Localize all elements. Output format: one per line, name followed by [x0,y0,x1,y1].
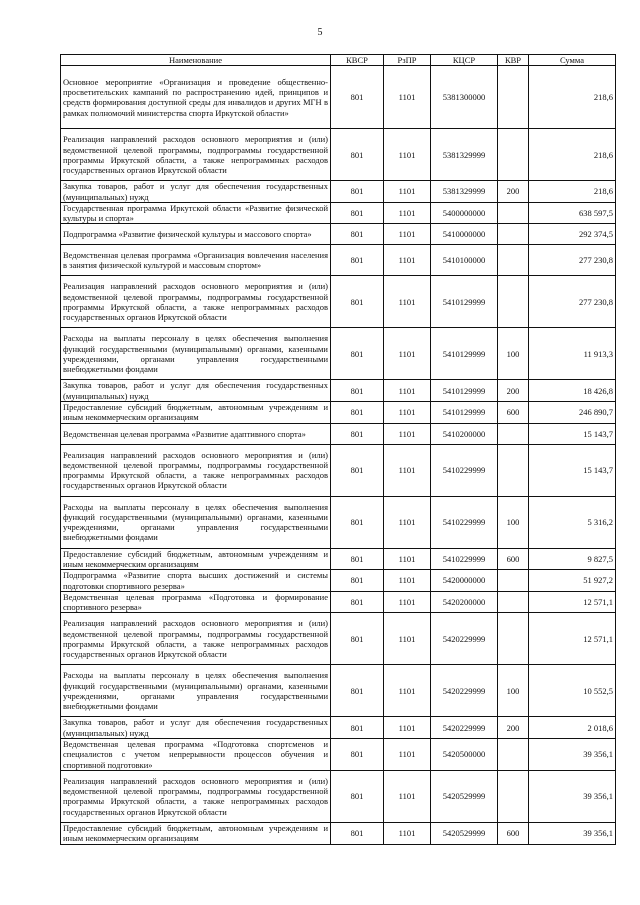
cell-name: Основное мероприятие «Организация и проведение общественно-просветительских кампаний по распространению идей, принципов и средств формирования доступной среды для инвалидов и других МГН в рамках полномочий министерства спорта Иркутской области» [61,66,331,129]
header-kcsr: КЦСР [431,55,498,66]
cell-kvsr: 801 [331,613,384,665]
table-row [61,570,616,592]
table-row [61,496,616,548]
table-row [61,770,616,822]
cell-kvr: 100 [498,665,529,717]
cell-sum: 5 316,2 [529,496,616,548]
cell-kvr [498,245,529,276]
cell-name: Реализация направлений расходов основного мероприятия и (или) ведомственной целевой программы, подпрограммы государственной программы Иркутской области, а также непрограммных расходов государственных органов Иркутской области [61,276,331,328]
cell-kcsr: 5410129999 [431,380,498,402]
cell-kcsr: 5410229999 [431,444,498,496]
header-sum: Сумма [529,55,616,66]
cell-sum: 51 927,2 [529,570,616,592]
cell-kvsr: 801 [331,770,384,822]
table-row [61,276,616,328]
cell-sum: 638 597,5 [529,202,616,224]
table-row [61,402,616,424]
cell-name: Предоставление субсидий бюджетным, автономным учреждениям и иным некоммерческим организациям [61,402,331,424]
cell-rzpr: 1101 [384,717,431,739]
cell-kcsr: 5420229999 [431,665,498,717]
cell-kvr [498,444,529,496]
cell-rzpr: 1101 [384,770,431,822]
table-row [61,444,616,496]
header-rzpr: РзПР [384,55,431,66]
cell-rzpr: 1101 [384,328,431,380]
cell-name: Ведомственная целевая программа «Подготовка и формирование спортивного резерва» [61,591,331,613]
cell-kvsr: 801 [331,591,384,613]
header-row [61,55,616,66]
cell-kvsr: 801 [331,129,384,181]
table-row [61,822,616,844]
cell-name: Реализация направлений расходов основного мероприятия и (или) ведомственной целевой программы, подпрограммы государственной программы Иркутской области, а также непрограммных расходов государственных органов Иркутской области [61,770,331,822]
cell-kvr: 200 [498,717,529,739]
cell-kvsr: 801 [331,181,384,203]
header-kvr: КВР [498,55,529,66]
cell-kvr: 600 [498,548,529,570]
cell-kvr: 600 [498,402,529,424]
cell-kvsr: 801 [331,570,384,592]
cell-rzpr: 1101 [384,423,431,444]
cell-kcsr: 5410129999 [431,328,498,380]
table-header [61,55,616,66]
cell-name: Реализация направлений расходов основного мероприятия и (или) ведомственной целевой программы, подпрограммы государственной программы Иркутской области, а также непрограммных расходов государственных органов Иркутской области [61,129,331,181]
table-row [61,129,616,181]
cell-kcsr: 5410229999 [431,496,498,548]
cell-kvsr: 801 [331,423,384,444]
cell-rzpr: 1101 [384,548,431,570]
cell-rzpr: 1101 [384,66,431,129]
table-row [61,224,616,245]
cell-kcsr: 5420529999 [431,822,498,844]
table-row [61,591,616,613]
cell-kvr [498,423,529,444]
cell-kvsr: 801 [331,665,384,717]
table-row [61,245,616,276]
cell-kvr [498,770,529,822]
cell-kvsr: 801 [331,822,384,844]
cell-name: Ведомственная целевая программа «Развитие адаптивного спорта» [61,423,331,444]
cell-kcsr: 5410200000 [431,423,498,444]
cell-sum: 10 552,5 [529,665,616,717]
page-number: 5 [317,27,323,38]
cell-rzpr: 1101 [384,496,431,548]
cell-rzpr: 1101 [384,402,431,424]
cell-name: Расходы на выплаты персоналу в целях обеспечения выполнения функций государственными (муниципальными) органами, казенными учреждениями, органами управления государственными внебюджетными фондами [61,665,331,717]
cell-sum: 15 143,7 [529,444,616,496]
cell-kcsr: 5420200000 [431,591,498,613]
cell-kvsr: 801 [331,245,384,276]
cell-kvr [498,570,529,592]
cell-kvsr: 801 [331,739,384,771]
header-name: Наименование [61,55,331,66]
cell-kcsr: 5420500000 [431,739,498,771]
cell-name: Реализация направлений расходов основного мероприятия и (или) ведомственной целевой программы, подпрограммы государственной программы Иркутской области, а также непрограммных расходов государственных органов Иркутской области [61,613,331,665]
table-row [61,380,616,402]
cell-kvsr: 801 [331,66,384,129]
cell-name: Ведомственная целевая программа «Подготовка спортсменов и специалистов с учетом непрерывности процессов обучения и спортивной подготовки» [61,739,331,771]
table-row [61,328,616,380]
cell-kvr [498,66,529,129]
cell-sum: 39 356,1 [529,770,616,822]
cell-name: Закупка товаров, работ и услуг для обеспечения государственных (муниципальных) нужд [61,380,331,402]
cell-name: Подпрограмма «Развитие спорта высших достижений и системы подготовки спортивного резерва» [61,570,331,592]
cell-name: Предоставление субсидий бюджетным, автономным учреждениям и иным некоммерческим организациям [61,548,331,570]
cell-name: Ведомственная целевая программа «Организация вовлечения населения в занятия физической культурой и массовым спортом» [61,245,331,276]
cell-sum: 39 356,1 [529,739,616,771]
cell-kcsr: 5410100000 [431,245,498,276]
cell-kvr: 100 [498,496,529,548]
cell-sum: 12 571,1 [529,613,616,665]
cell-kvr: 200 [498,181,529,203]
cell-rzpr: 1101 [384,822,431,844]
cell-sum: 39 356,1 [529,822,616,844]
table-row [61,665,616,717]
cell-kcsr: 5381300000 [431,66,498,129]
cell-kvr [498,276,529,328]
table-row [61,717,616,739]
cell-kcsr: 5400000000 [431,202,498,224]
table-row [61,181,616,203]
cell-sum: 11 913,3 [529,328,616,380]
cell-kvsr: 801 [331,402,384,424]
cell-sum: 218,6 [529,129,616,181]
cell-sum: 218,6 [529,181,616,203]
cell-kvr [498,591,529,613]
cell-kvr [498,129,529,181]
cell-sum: 292 374,5 [529,224,616,245]
cell-name: Государственная программа Иркутской области «Развитие физической культуры и спорта» [61,202,331,224]
cell-kcsr: 5420229999 [431,717,498,739]
budget-table [60,54,616,845]
cell-kvsr: 801 [331,496,384,548]
cell-kvr: 200 [498,380,529,402]
cell-sum: 2 018,6 [529,717,616,739]
table-row [61,739,616,771]
cell-rzpr: 1101 [384,129,431,181]
table-body [61,66,616,844]
cell-kvsr: 801 [331,380,384,402]
cell-rzpr: 1101 [384,613,431,665]
cell-rzpr: 1101 [384,181,431,203]
cell-rzpr: 1101 [384,276,431,328]
cell-rzpr: 1101 [384,224,431,245]
cell-name: Расходы на выплаты персоналу в целях обеспечения выполнения функций государственными (муниципальными) органами, казенными учреждениями, органами управления государственными внебюджетными фондами [61,328,331,380]
cell-kvr: 600 [498,822,529,844]
cell-sum: 277 230,8 [529,276,616,328]
cell-kvsr: 801 [331,276,384,328]
table-row [61,613,616,665]
cell-rzpr: 1101 [384,444,431,496]
cell-sum: 218,6 [529,66,616,129]
cell-kvsr: 801 [331,548,384,570]
cell-kvr [498,202,529,224]
table-row [61,66,616,129]
cell-rzpr: 1101 [384,665,431,717]
cell-sum: 15 143,7 [529,423,616,444]
cell-kvsr: 801 [331,224,384,245]
cell-kcsr: 5381329999 [431,129,498,181]
cell-kcsr: 5410129999 [431,276,498,328]
cell-kcsr: 5381329999 [431,181,498,203]
cell-sum: 277 230,8 [529,245,616,276]
cell-rzpr: 1101 [384,591,431,613]
cell-sum: 12 571,1 [529,591,616,613]
cell-name: Реализация направлений расходов основного мероприятия и (или) ведомственной целевой программы, подпрограммы государственной программы Иркутской области, а также непрограммных расходов государственных органов Иркутской области [61,444,331,496]
cell-kvr [498,224,529,245]
cell-kcsr: 5410129999 [431,402,498,424]
header-kvsr: КВСР [331,55,384,66]
cell-kvsr: 801 [331,202,384,224]
cell-kvr: 100 [498,328,529,380]
cell-kvr [498,739,529,771]
cell-kvsr: 801 [331,717,384,739]
cell-name: Закупка товаров, работ и услуг для обеспечения государственных (муниципальных) нужд [61,717,331,739]
cell-rzpr: 1101 [384,739,431,771]
cell-rzpr: 1101 [384,570,431,592]
table-row [61,548,616,570]
cell-kcsr: 5410000000 [431,224,498,245]
cell-kvr [498,613,529,665]
cell-rzpr: 1101 [384,202,431,224]
cell-rzpr: 1101 [384,245,431,276]
cell-name: Закупка товаров, работ и услуг для обеспечения государственных (муниципальных) нужд [61,181,331,203]
cell-sum: 18 426,8 [529,380,616,402]
cell-kcsr: 5420229999 [431,613,498,665]
cell-sum: 246 890,7 [529,402,616,424]
cell-rzpr: 1101 [384,380,431,402]
table-row [61,202,616,224]
cell-name: Расходы на выплаты персоналу в целях обеспечения выполнения функций государственными (муниципальными) органами, казенными учреждениями, органами управления государственными внебюджетными фондами [61,496,331,548]
cell-kvsr: 801 [331,444,384,496]
cell-kcsr: 5410229999 [431,548,498,570]
table-row [61,423,616,444]
cell-kcsr: 5420529999 [431,770,498,822]
cell-kcsr: 5420000000 [431,570,498,592]
cell-kvsr: 801 [331,328,384,380]
cell-sum: 9 827,5 [529,548,616,570]
cell-name: Подпрограмма «Развитие физической культуры и массового спорта» [61,224,331,245]
cell-name: Предоставление субсидий бюджетным, автономным учреждениям и иным некоммерческим организациям [61,822,331,844]
